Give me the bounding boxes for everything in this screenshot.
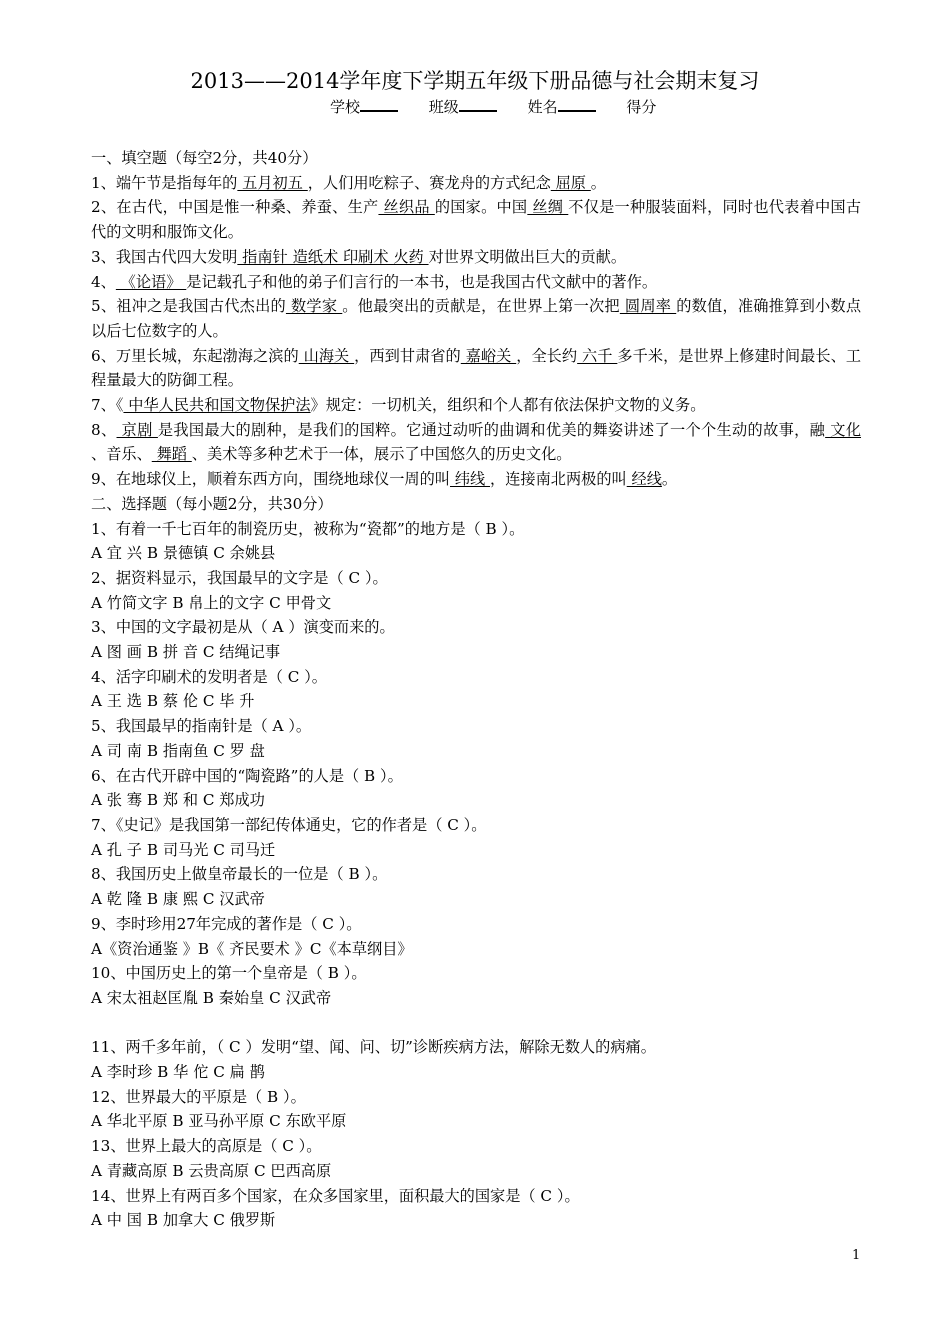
answer-blank: 山海关 [298,346,355,365]
section1-heading: 一、填空题（每空2分，共40分） [91,149,318,167]
name-field: 姓名 [528,94,596,119]
fill-question-6: 6、万里长城，东起渤海之滨的 山海关 ，西到甘肃省的 嘉峪关 ，全长约 六千 多千米，是世界上修建时间最长、工程量最大的防御工程。 [91,346,862,390]
page-number: 1 [852,1248,861,1263]
choice-options-11: A 李时珍 B 华 佗 C 扁 鹊 [91,1063,265,1081]
choice-options-12: A 华北平原 B 亚马孙平原 C 东欧平原 [91,1112,347,1131]
choice-question-1: 1、有着一千七百年的制瓷历史，被称为“瓷都”的地方是（ B ）。 [91,519,525,538]
answer-blank: 舞蹈 [151,445,192,464]
choice-question-9: 9、李时珍用27年完成的著作是（ C ）。 [91,914,362,933]
answer-blank: 圆周率 [619,297,677,316]
fill-question-9: 9、在地球仪上，顺着东西方向，围绕地球仪一周的叫 纬线 ，连接南北两极的叫 经线。 [91,470,678,489]
choice-question-7: 7、《史记》是我国第一部纪传体通史，它的作者是（ C ）。 [91,815,487,834]
fill-question-8: 8、 京剧 是我国最大的剧种，是我们的国粹。它通过动听的曲调和优美的舞姿讲述了一个个生动的故事，融 文化 、音乐、 舞蹈 、美术等多种艺术于一体，展示了中国悠久的历史文化。 [91,420,862,464]
class-blank [459,94,497,112]
answer-blank: 《论语》 [115,272,187,291]
answer-blank: 嘉峪关 [460,346,517,365]
choice-options-1: A 宜 兴 B 景德镇 C 余姚县 [91,544,276,563]
choice-question-3: 3、中国的文字最初是从（ A ）演变而来的。 [91,618,395,637]
school-field: 学校 [330,94,398,119]
choice-question-10: 10、中国历史上的第一个皇帝是（ B ）。 [91,964,367,983]
fill-question-7: 7、《 中华人民共和国文物保护法》规定：一切机关，组织和个人都有依法保护文物的义务。 [91,396,706,415]
school-blank [360,94,398,112]
choice-question-12: 12、世界最大的平原是（ B ）。 [91,1087,306,1106]
section2-heading: 二、选择题（每小题2分，共30分） [91,494,333,513]
answer-blank: 数学家 [285,297,343,316]
choice-question-8: 8、我国历史上做皇帝最长的一位是（ B ）。 [91,865,388,884]
student-info-line [330,94,682,119]
fill-question-1: 1、端午节是指每年的 五月初五 ，人们用吃粽子、赛龙舟的方式纪念 屈原 。 [91,173,606,192]
fill-question-5: 5、祖冲之是我国古代杰出的 数学家 。他最突出的贡献是，在世界上第一次把 圆周率 的数值，准确推算到小数点以后七位数字的人。 [91,297,862,340]
choice-question-14: 14、世界上有两百多个国家，在众多国家里，面积最大的国家是（ C ）。 [91,1186,580,1205]
choice-options-4: A 王 选 B 蔡 伦 C 毕 升 [91,692,255,711]
answer-blank: 文化 [825,420,862,439]
choice-options-10: A 宋太祖赵匡胤 B 秦始皇 C 汉武帝 [91,988,332,1007]
choice-question-2: 2、据资料显示，我国最早的文字是（ C ）。 [91,568,388,587]
choice-options-14: A 中 国 B 加拿大 C 俄罗斯 [91,1211,276,1230]
choice-question-4: 4、活字印刷术的发明者是（ C ）。 [91,667,327,686]
answer-blank: 五月初五 [237,173,308,192]
fill-question-2: 2、在古代，中国是惟一种桑、养蚕、生产 丝织品 的国家。中国 丝绸 不仅是一种服装面料，同时也代表着中国古代的文明和服饰文化。 [91,198,862,242]
choice-options-13: A 青藏高原 B 云贵高原 C 巴西高原 [91,1161,332,1180]
fill-question-3: 3、我国古代四大发明 指南针 造纸术 印刷术 火药 对世界文明做出巨大的贡献。 [91,247,626,266]
choice-question-5: 5、我国最早的指南针是（ A ）。 [91,717,312,736]
answer-blank: 经线 [626,470,662,489]
fill-question-4: 4、 《论语》 是记载孔子和他的弟子们言行的一本书，也是我国古代文献中的著作。 [91,272,658,291]
choice-question-11: 11、两千多年前，（ C ）发明“望、闻、问、切”诊断疾病方法，解除无数人的病痛。 [91,1038,656,1057]
answer-blank: 京剧 [116,420,158,439]
name-blank [558,94,596,112]
choice-options-9: A《资治通鉴 》B《 齐民要术 》C《本草纲目》 [91,939,413,958]
class-field: 班级 [429,94,497,119]
answer-blank: 指南针 造纸术 印刷术 火药 [237,247,429,266]
answer-blank: 纬线 [449,470,491,489]
answer-blank: 六千 [577,346,618,365]
choice-options-2: A 竹简文字 B 帛上的文字 C 甲骨文 [91,593,332,612]
choice-question-13: 13、世界上最大的高原是（ C ）。 [91,1137,322,1156]
blank-spacer [91,1011,861,1036]
choice-options-7: A 孔 子 B 司马光 C 司马迁 [91,840,276,859]
answer-blank: 中华人民共和国文物保护法 [123,396,311,415]
choice-options-6: A 张 骞 B 郑 和 C 郑成功 [91,791,265,810]
choice-options-8: A 乾 隆 B 康 熙 C 汉武帝 [91,890,265,909]
answer-blank: 丝绸 [527,198,569,217]
choice-options-5: A 司 南 B 指南鱼 C 罗 盘 [91,741,265,760]
answer-blank: 丝织品 [378,198,435,217]
choice-question-6: 6、在古代开辟中国的“陶瓷路”的人是（ B ）。 [91,766,403,785]
score-field: 得分 [626,98,657,116]
choice-options-3: A 图 画 B 拼 音 C 结绳记事 [91,643,281,662]
answer-blank: 屈原 [550,173,591,192]
exam-content [91,146,861,1233]
page-title: 2013——2014学年度下学期五年级下册品德与社会期末复习 [190,69,760,93]
